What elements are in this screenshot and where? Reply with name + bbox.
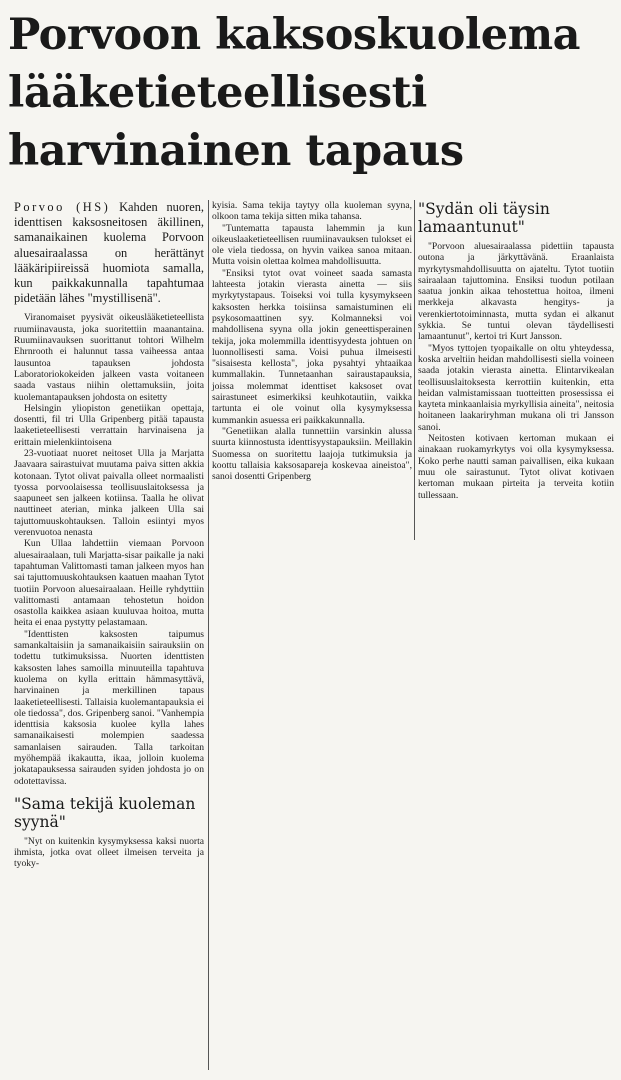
article-column-3 [418,200,614,501]
dateline: Porvoo (HS) [14,200,111,214]
body-paragraph: "Identtisten kaksosten taipumus samankaltaisiin ja samanaikaisiin sairauksiin on todettu tutkimuksissa. Nuorten identtisten kaksosten lahes samoilla minuuteilla tapahtuva kuolema on kylla erittain hämmasyttävä, harvinainen ja merkillinen tapaus laaketieteellisesti. Tallaisia kuolemantapauksia ei ole tiedossa", dos. Gripenberg sanoi. "Vanhempia identtisia kaksosia kuolee kylla lahes samanaikaisesti molempien saadessa samanlaisen sairauden. Talla tarkoitan myöhempää ikakautta, ikaa, jolloin kuolema jokatapauksessa sairauden syiden johdosta jo on odotettavissa. [14,628,204,787]
body-paragraph: Kun Ullaa lahdettiin viemaan Porvoon aluesairaalaan, tuli Marjatta-sisar paikalle ja naki tapahtuman Valittomasti taman jalkeen myos han sai tajuttomuuskohtauksen kaatuen maahan Tytot tuotiin Porvoon aluesairaalaan. Heille ryhdyttiin valittomasti antamaan tehostetun hoidon osastolla kaikkea asiaan kuuluvaa hoitoa, mutta heita ei enaa pystytty pelastamaan. [14,538,204,629]
lead-paragraph [14,200,204,306]
body-paragraph: 23-vuotiaat nuoret neitoset Ulla ja Marjatta Jaavaara sairastuivat muutama paiva sitten akkia kotonaan. Tytot olivat paivalla olleet normaalisti tyossa porvoolaisessa teollisuuslaitoksessa ja saapuneet sen jalkeen kotiinsa. Taalla he olivat nauttineet aterian, minka jalkeen Ulla sai tajuttomuuskohtauksen. Talloin esiintyi myos verenvuotoa nenasta [14,447,204,539]
article-column-2 [212,200,412,482]
column-divider [208,200,209,1070]
body-paragraph: "Porvoon aluesairaalassa pidettiin tapausta outona ja järkyttävänä. Eraanlaista myrkytysmahdollisuutta on ajateltu. Tytot tuotiin sairaalaan tajuttomina. Ensiksi tuodun potilaan saatua jonkin aikaa tehostettua hoitoa, ilmeni merkkeja alkavasta hengitys- ja verenkiertotoiminnasta, mutta sydan ei alkanut sykkia. Se tuntui olevan täydellisesti lamaantunut", kertoi tri Kurt Jansson. [418,241,614,343]
body-paragraph: Viranomaiset pyysivät oikeuslääketieteellista ruumiinavausta, joka suoritettiin maanantaina. Ruumiinavauksen suorittanut tohtori Wilhelm Ehrnrooth ei halunnut tassa vaiheessa antaa lausuntoa tapauksen johdosta Laboratoriokokeiden jalkeen vasta voitaneen saada vastaus niihin olettamuksiin, joita kuolemantapauksen johdosta on esitetty [14,312,204,403]
body-paragraph: kyisia. Sama tekija taytyy olla kuoleman syyna, olkoon tama tekija sitten mika tahansa. [212,200,412,223]
body-paragraph: Neitosten kotivaen kertoman mukaan ei ainakaan ruokamyrkytys voi olla kysymyksessa. Koko perhe nautti saman paivallisen, eika kukaan muu ole sairastunut. Tytot olivat kotivaen kertoman mukaan pirteita ja terveita kotiin tullessaan. [418,433,614,501]
headline-line-1: Porvoon kaksoskuolema [8,10,580,60]
body-paragraph: "Myos tyttojen tyopaikalle on oltu yhteydessa, koska arveltiin heidan mahdollisesti siella voineen saada jotakin vierasta ainetta. Elintarvikealan teollisuuslaitoksesta kerrottiin kuitenkin, etta heidan valmistamissaan tuotteitten prosessissa ei kayteta minkaanlaisia myrkyllisia aineita", neitosia hoitaneen laakariryhman mukana oli tri Jansson sanoi. [418,342,614,433]
headline-line-3: harvinainen tapaus [8,126,464,176]
body-paragraph: "Genetiikan alalla tunnettiin varsinkin alussa suurta kiinnostusta identtisyystapauksiin. Meillakin Suomessa on suoritettu laajoja tutkimuksia ja koottu tallaisia kaksosapareja koskevaa aineistoa", sanoi dosentti Gripenberg [212,425,412,483]
body-paragraph: "Nyt on kuitenkin kysymyksessa kaksi nuorta ihmista, jotka ovat olleet ilmeisen terveita ja tyoky- [14,835,204,870]
body-paragraph: Helsingin yliopiston genetiikan opettaja, dosentti, fil tri Ulla Gripenberg pitää tapausta laaketieteellisesti verrattain harvinaisena ja erittain mielenkiintoisena [14,402,204,448]
subheading: "Sydän oli täysin lamaantunut" [418,200,550,236]
body-paragraph: "Tuntematta tapausta lahemmin ja kun oikeuslaaketieteellisen ruumiinavauksen tulokset ei ole viela tiedossa, on hyvin vaikea sanoa mitaan. Mutta voisin olettaa kolmea mahdollisuutta. [212,222,412,268]
subheading: "Sama tekijä kuoleman syynä" [14,794,196,831]
headline-line-2: lääketieteellisesti [8,68,427,118]
body-paragraph: "Ensiksi tytot ovat voineet saada samasta lahteesta jotakin vierasta ainetta — siis myrkytystapaus. Toiseksi voi tulla kysymykseen kaksosten herkka toisiinsa samaistuminen eli psykosomaattinen syy. Kolmanneksi voi mahdollisena syyna olla jokin geneettisperainen tekija, joka molemmilla identtisyydesta johtuen on luonnollisesti sama. Voisi puhua ilmeisesti "sisaisesta kellosta", joka pysahtyi yhtaaikaa kummallakin. Tunnetaanhan sairaustapauksia, joissa molemmat identtiset kaksoset ovat sairastuneet esimerkiksi keuhkotautiin, vaikka tartunta ei ole voinut olla kysymyksessa kummankin asuessa eri paikkakunnalla. [212,267,412,426]
article-column-1 [14,200,204,870]
lead-text: Kahden nuoren, identtisen kaksosneitosen äkillinen, samanaikainen kuolema Porvoon aluesairaalassa on herättänyt lääkäripiireissä huomiota samalla, kun paikkakunnalla tapahtumaa pidetään lähes "mystillisenä". [14,200,204,306]
article-headline [8,6,613,180]
column-divider [414,200,415,540]
